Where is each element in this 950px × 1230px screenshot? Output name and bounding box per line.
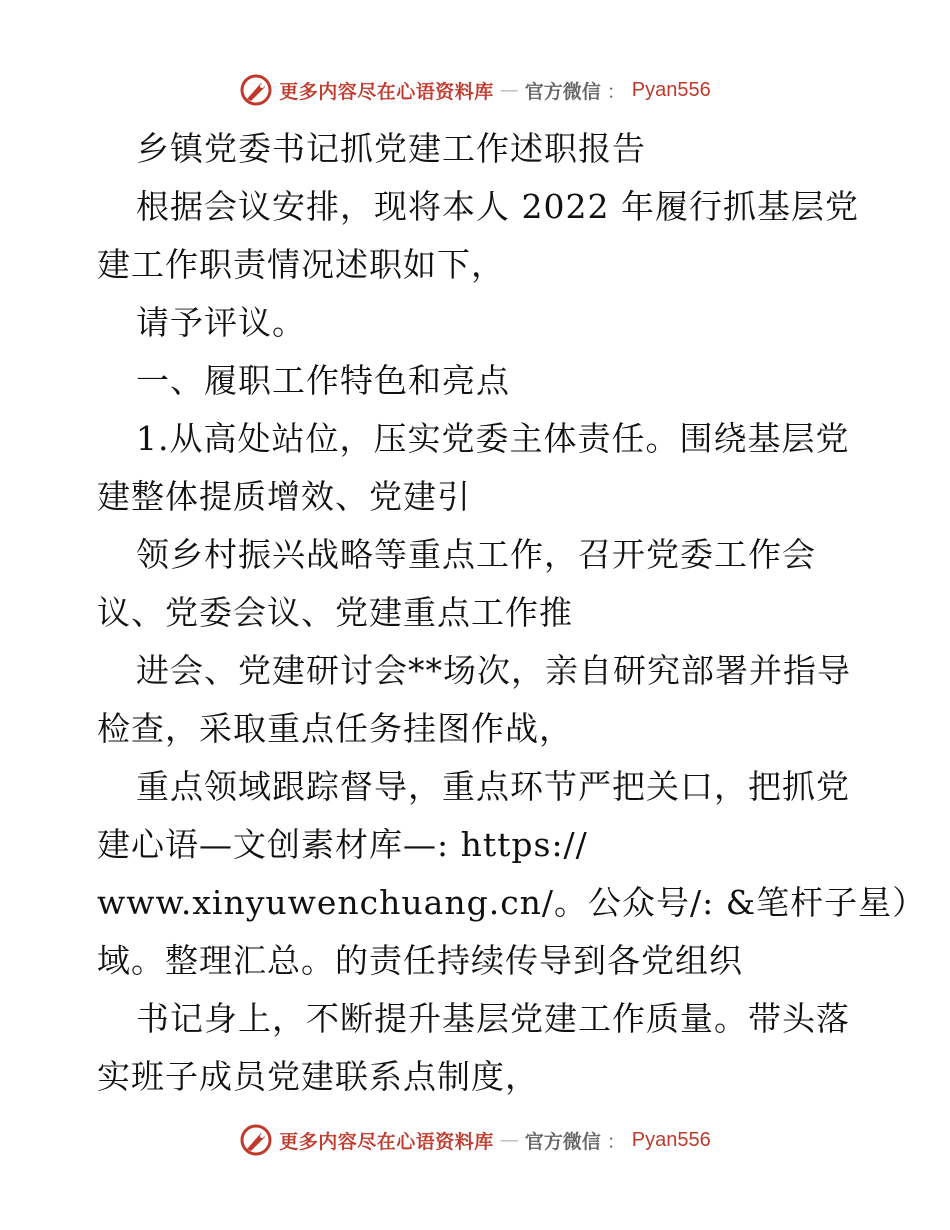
banner-colon: ： xyxy=(606,80,626,103)
section-heading: 一、履职工作特色和亮点 xyxy=(136,361,510,400)
pen-nib-circle-icon xyxy=(239,73,273,107)
paragraph-line: 建整体提质增效、党建引 xyxy=(97,477,471,516)
paragraph-line: 实班子成员党建联系点制度， xyxy=(97,1057,539,1096)
footer-watermark-banner xyxy=(0,1120,950,1160)
paragraph-line: 进会、党建研讨会**场次，亲自研究部署并指导 xyxy=(136,651,851,690)
paragraph-line: 请予评议。 xyxy=(136,303,306,342)
paragraph-line: 建心语—文创素材库—: https:// xyxy=(97,825,588,864)
paragraph-line: www.xinyuwenchuang.cn/。公众号/: &笔杆子星） xyxy=(97,883,927,922)
banner-separator: — xyxy=(499,1129,519,1151)
paragraph-line: 议、党委会议、党建重点工作推 xyxy=(97,593,573,632)
banner-wechat-label: 官方微信 xyxy=(524,80,601,103)
paragraph-line: 领乡村振兴战略等重点工作，召开党委工作会 xyxy=(136,535,816,574)
paragraph-line: 重点领域跟踪督导，重点环节严把关口，把抓党 xyxy=(136,767,850,806)
pen-nib-circle-icon xyxy=(239,1123,273,1157)
header-watermark-banner xyxy=(0,70,950,110)
paragraph-line: 书记身上，不断提升基层党建工作质量。带头落 xyxy=(136,999,850,1038)
banner-text: 更多内容尽在心语资料库 xyxy=(279,80,494,103)
banner-wechat-id: Pyan556 xyxy=(631,1128,711,1151)
banner-colon: ： xyxy=(606,1130,626,1153)
banner-text: 更多内容尽在心语资料库 xyxy=(279,1130,494,1153)
banner-wechat-id: Pyan556 xyxy=(631,78,711,101)
paragraph-line: 根据会议安排，现将本人 2022 年履行抓基层党 xyxy=(136,187,859,226)
banner-separator: — xyxy=(499,79,519,101)
paragraph-line: 1.从高处站位，压实党委主体责任。围绕基层党 xyxy=(136,419,850,458)
paragraph-line: 域。整理汇总。的责任持续传导到各党组织 xyxy=(97,941,743,980)
document-title: 乡镇党委书记抓党建工作述职报告 xyxy=(136,129,646,168)
paragraph-line: 检查，采取重点任务挂图作战， xyxy=(97,709,573,748)
banner-wechat-label: 官方微信 xyxy=(524,1130,601,1153)
paragraph-line: 建工作职责情况述职如下， xyxy=(97,245,505,284)
